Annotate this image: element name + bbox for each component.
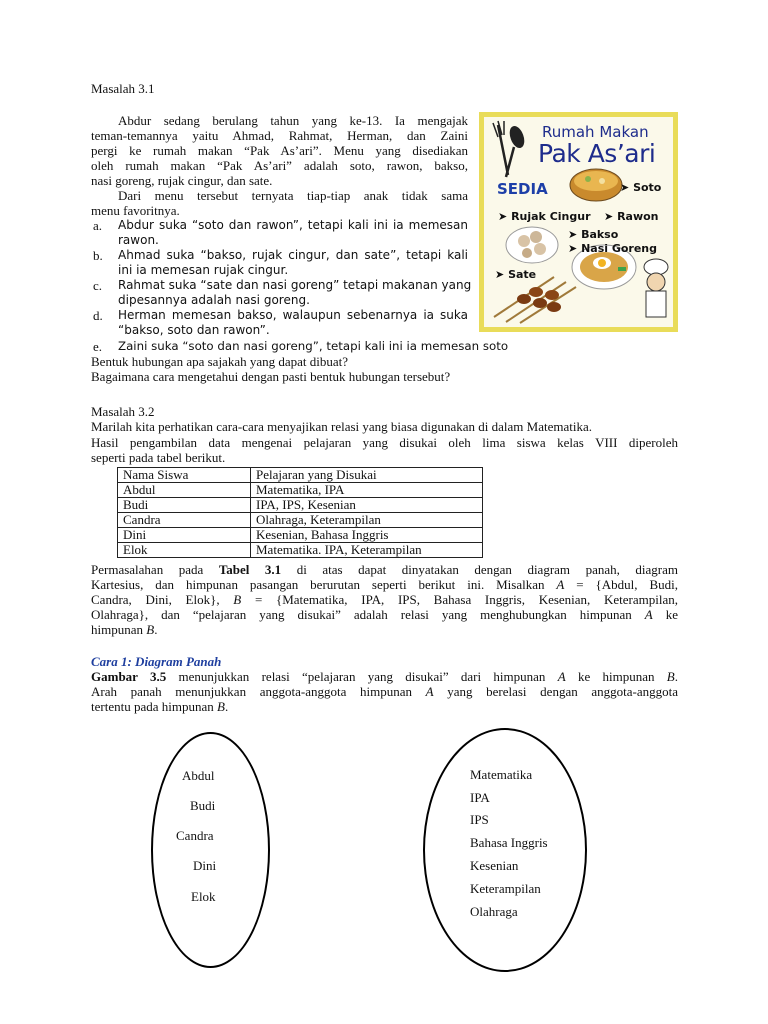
m32-intro1: Marilah kita perhatikan cara-cara menyajikan relasi yang biasa digunakan di dalam Matematika. xyxy=(91,419,593,434)
m31-para1-line2: teman-temannya yaitu Ahmad, Rahmat, Herman, dan Zaini xyxy=(91,128,468,143)
m32-after-line5: himpunan B. xyxy=(91,622,158,637)
ad-menu-rujak: ➤ Rujak Cingur xyxy=(498,210,591,223)
table-header-cell: Pelajaran yang Disukai xyxy=(251,468,483,483)
ad-menu-nasi-goreng: ➤ Nasi Goreng xyxy=(568,242,658,255)
item-b-line2: ini ia memesan rujak cingur. xyxy=(118,263,289,277)
item-e-letter: e. xyxy=(93,339,103,354)
m32-after-line3: Candra, Dini, Elok}, B = {Matematika, IPA, IPS, Bahasa Inggris, Kesenian, Keterampilan, xyxy=(91,592,679,607)
table-row xyxy=(118,498,483,513)
set-b-member: Kesenian xyxy=(470,858,519,873)
m31-para1-line4: oleh rumah makan “Pak As’ari” adalah soto, rawon, bakso, xyxy=(91,158,468,173)
m32-after-line2: Kartesius, dan himpunan pasangan berurutan seperti berikut ini. Misalkan A = {Abdul, Budi, xyxy=(91,577,678,592)
set-a-member: Elok xyxy=(191,889,216,904)
arrow-right-icon: ➤ xyxy=(568,228,578,241)
arrow-right-icon: ➤ xyxy=(568,242,578,255)
m31-para1-line1: Abdur sedang berulang tahun yang ke-13. Ia mengajak xyxy=(118,113,468,128)
table-cell: Olahraga, Keterampilan xyxy=(251,513,483,528)
m32-intro2-line1: Hasil pengambilan data mengenai pelajaran yang disukai oleh lima siswa kelas VIII diperoleh xyxy=(91,435,678,450)
set-b-member: Keterampilan xyxy=(470,881,541,896)
table-header-cell: Nama Siswa xyxy=(118,468,251,483)
ad-menu-bakso: ➤ Bakso xyxy=(568,228,619,241)
m31-para1-line5: nasi goreng, rujak cingur, dan sate. xyxy=(91,173,273,188)
table-cell: Matematika, IPA xyxy=(251,483,483,498)
item-d-letter: d. xyxy=(93,308,103,323)
set-b-member: IPA xyxy=(470,790,490,805)
table-row xyxy=(118,513,483,528)
set-b-member: IPS xyxy=(470,812,489,827)
item-b-line1: Ahmad suka “bakso, rujak cingur, dan sate”, tetapi kali xyxy=(118,248,468,262)
item-a-line2: rawon. xyxy=(118,233,159,247)
table-cell: Dini xyxy=(118,528,251,543)
set-b-ellipse xyxy=(423,728,587,972)
set-a-member: Dini xyxy=(193,858,217,873)
m32-after-line4: Olahraga}, dan “pelajaran yang disukai” adalah relasi yang menghubungkan himpunan A ke xyxy=(91,607,678,622)
arrow-right-icon: ➤ xyxy=(498,210,508,223)
table-row xyxy=(118,483,483,498)
table-cell: Elok xyxy=(118,543,251,558)
question-2: Bagaimana cara mengetahui dengan pasti bentuk hubungan tersebut? xyxy=(91,369,451,384)
item-c-line1: Rahmat suka “sate dan nasi goreng” tetapi makanan yang xyxy=(118,278,472,292)
ad-menu-sate: ➤ Sate xyxy=(495,268,537,281)
set-b-member: Bahasa Inggris xyxy=(470,835,548,850)
favorite-subjects-table xyxy=(117,467,483,558)
item-a-letter: a. xyxy=(93,218,103,233)
table-cell: Candra xyxy=(118,513,251,528)
item-e-line1: Zaini suka “soto dan nasi goreng”, tetapi kali ini ia memesan soto xyxy=(118,339,509,353)
m31-para1-line3: pergi ke rumah makan “Pak As’ari”. Menu yang disediakan xyxy=(91,143,468,158)
question-1: Bentuk hubungan apa sajakah yang dapat dibuat? xyxy=(91,354,349,369)
sate-skewers-icon xyxy=(494,277,576,323)
masalah-3-2-heading: Masalah 3.2 xyxy=(91,404,155,419)
arrow-right-icon: ➤ xyxy=(620,181,630,194)
masalah-3-1-heading: Masalah 3.1 xyxy=(91,81,155,96)
ad-menu-rawon: ➤ Rawon xyxy=(604,210,659,223)
table-cell: Matematika. IPA, Keterampilan xyxy=(251,543,483,558)
item-d-line2: “bakso, soto dan rawon”. xyxy=(118,323,270,337)
ad-title-line1: Rumah Makan xyxy=(542,123,649,141)
item-a-line1: Abdur suka “soto dan rawon”, tetapi kali ini ia memesan xyxy=(118,218,468,232)
arrow-right-icon: ➤ xyxy=(495,268,505,281)
cara1-line1: Gambar 3.5 menunjukkan relasi “pelajaran yang disukai” dari himpunan A ke himpunan B. xyxy=(91,669,678,684)
set-b-member: Matematika xyxy=(470,767,533,782)
cara1-line2: Arah panah menunjukkan anggota-anggota himpunan A yang berelasi dengan anggota-anggota xyxy=(91,684,678,699)
item-d-line1: Herman memesan bakso, walaupun sebenarnya ia suka xyxy=(118,308,468,322)
cara1-line3: tertentu pada himpunan B. xyxy=(91,699,229,714)
fork-spoon-icon xyxy=(493,121,526,177)
chef-icon xyxy=(644,259,668,317)
item-c-line2: dipesannya adalah nasi goreng. xyxy=(118,293,310,307)
table-row xyxy=(118,543,483,558)
ad-title-line2: Pak As’ari xyxy=(538,139,656,168)
restaurant-ad xyxy=(479,112,678,332)
ad-sedia: SEDIA xyxy=(497,180,548,198)
m31-para2-line1: Dari menu tersebut ternyata tiap-tiap anak tidak sama xyxy=(118,188,468,203)
m32-intro2-line2: seperti pada tabel berikut. xyxy=(91,450,226,465)
m31-para2-line2: menu favoritnya. xyxy=(91,203,180,218)
soto-bowl-icon xyxy=(570,169,622,201)
table-cell: Kesenian, Bahasa Inggris xyxy=(251,528,483,543)
table-cell: Abdul xyxy=(118,483,251,498)
cara1-heading: Cara 1: Diagram Panah xyxy=(91,654,222,669)
table-row xyxy=(118,528,483,543)
table-cell: Budi xyxy=(118,498,251,513)
set-a-member: Candra xyxy=(176,828,214,843)
table-cell: IPA, IPS, Kesenian xyxy=(251,498,483,513)
bakso-plate-icon xyxy=(506,227,558,263)
set-a-member: Abdul xyxy=(182,768,215,783)
table-header-row xyxy=(118,468,483,483)
ad-menu-soto: ➤ Soto xyxy=(620,181,662,194)
arrow-right-icon: ➤ xyxy=(604,210,614,223)
m32-after-line1: Permasalahan pada Tabel 3.1 di atas dapat dinyatakan dengan diagram panah, diagram xyxy=(91,562,678,577)
set-a-member: Budi xyxy=(190,798,216,813)
item-b-letter: b. xyxy=(93,248,103,263)
item-c-letter: c. xyxy=(93,278,103,293)
set-b-member: Olahraga xyxy=(470,904,518,919)
